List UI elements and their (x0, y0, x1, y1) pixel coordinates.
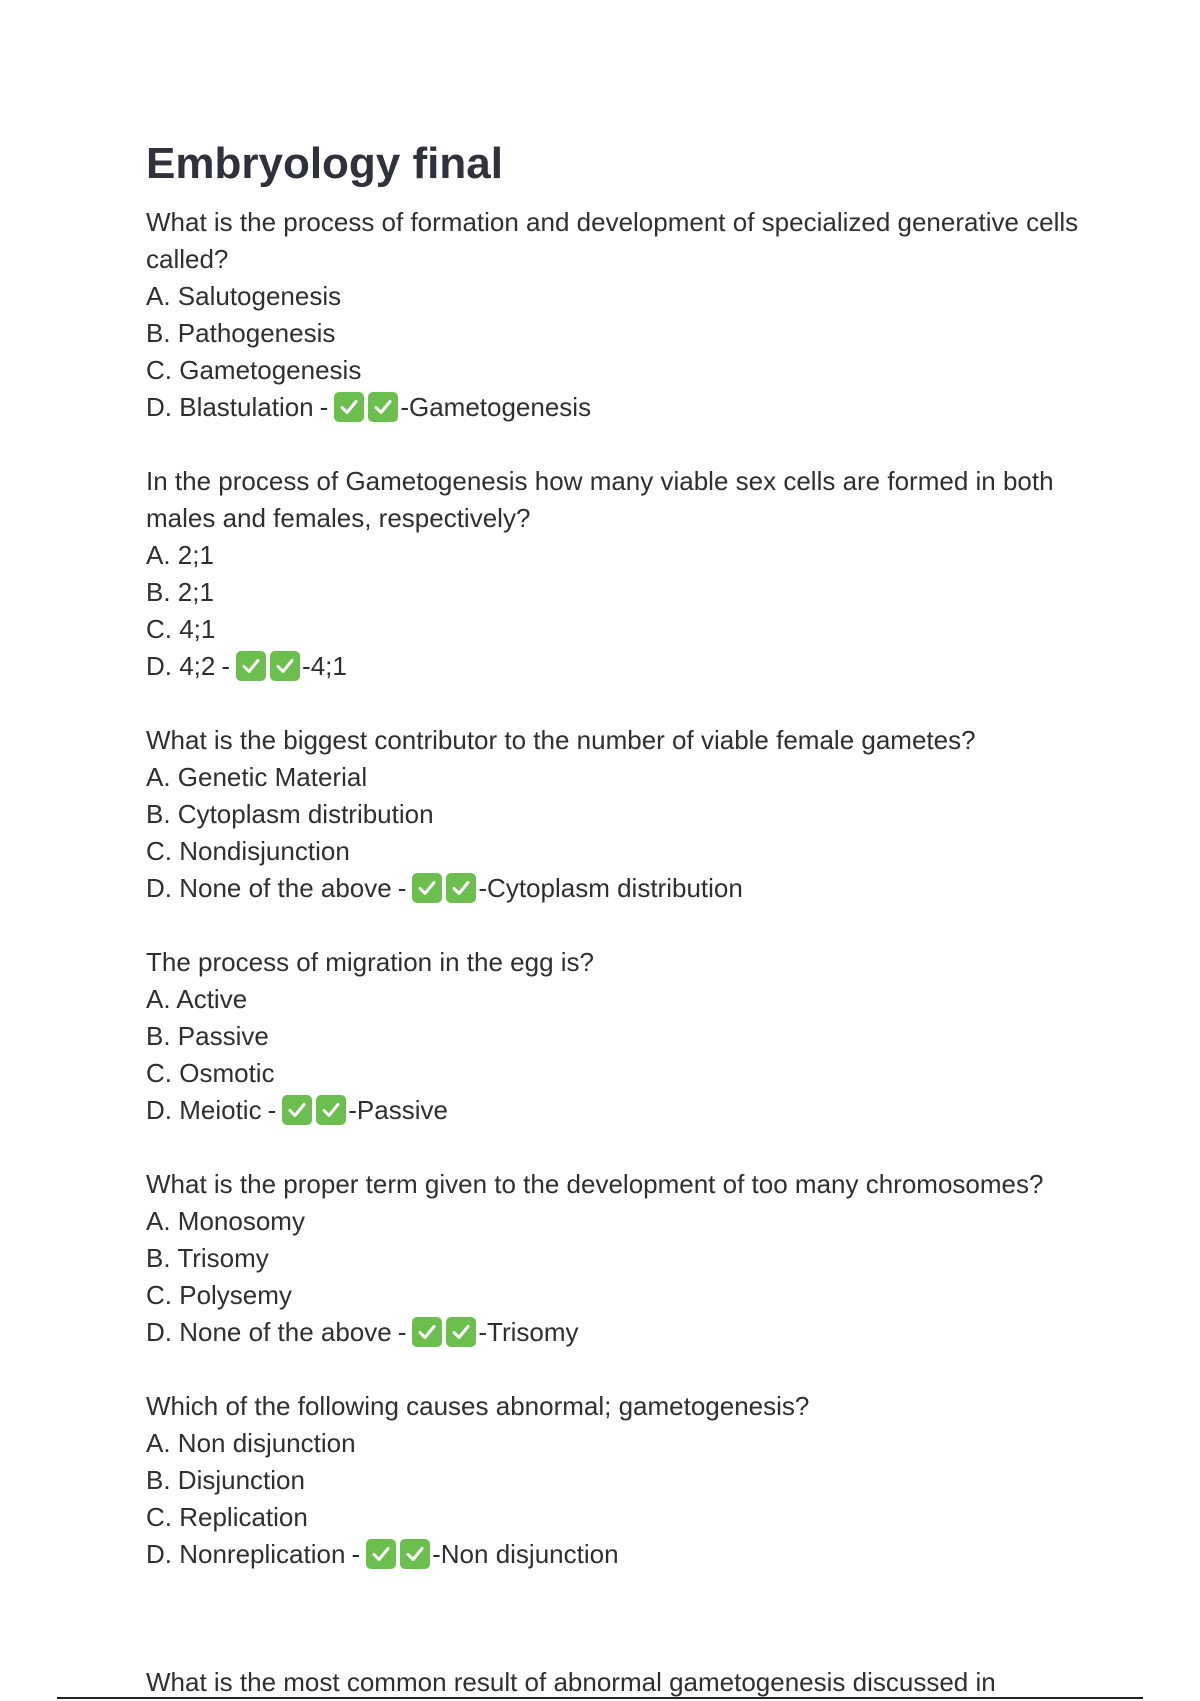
answer-option (146, 870, 1106, 907)
question-list (146, 204, 1106, 1573)
option-label: B. Pathogenesis (146, 317, 336, 348)
option-label: C. 4;1 (146, 613, 216, 644)
page-title: Embryology final (146, 139, 503, 188)
option-label: A. Salutogenesis (146, 280, 342, 311)
answer-option (146, 1055, 1106, 1092)
option-label: C. Nondisjunction (146, 835, 350, 866)
answer-separator: - (267, 1094, 277, 1125)
check-mark-icon (368, 392, 398, 422)
cutoff-question-text: What is the most common result of abnormal gametogenesis discussed in (146, 1667, 996, 1697)
correct-answer: -Trisomy (478, 1316, 579, 1347)
option-label: C. Osmotic (146, 1057, 275, 1088)
option-label: D. None of the above (146, 872, 392, 903)
answer-option (146, 1240, 1106, 1277)
answer-option (146, 1092, 1106, 1129)
correct-answer: -Passive (348, 1094, 448, 1125)
option-label: A. Non disjunction (146, 1427, 356, 1458)
answer-option (146, 1277, 1106, 1314)
answer-option (146, 1499, 1106, 1536)
correct-answer: -Cytoplasm distribution (478, 872, 743, 903)
check-mark-icon (446, 873, 476, 903)
option-label: D. Nonreplication (146, 1538, 346, 1569)
option-label: B. Cytoplasm distribution (146, 798, 434, 829)
check-mark-icon (316, 1095, 346, 1125)
answer-separator: - (351, 1538, 361, 1569)
correct-answer: -Gametogenesis (400, 391, 592, 422)
answer-option (146, 537, 1106, 574)
option-label: D. None of the above (146, 1316, 392, 1347)
check-mark-icon (366, 1539, 396, 1569)
answer-option (146, 1018, 1106, 1055)
question-block (146, 722, 1106, 907)
answer-option (146, 833, 1106, 870)
option-label: D. 4;2 (146, 650, 216, 681)
correct-answer: -Non disjunction (432, 1538, 619, 1569)
option-label: A. 2;1 (146, 539, 214, 570)
question-block (146, 204, 1106, 426)
answer-separator: - (319, 391, 329, 422)
question-block (146, 463, 1106, 685)
answer-option (146, 981, 1106, 1018)
check-mark-icon (412, 873, 442, 903)
question-block (146, 944, 1106, 1129)
answer-option (146, 648, 1106, 685)
question-text: The process of migration in the egg is? (146, 946, 595, 977)
question-text: In the process of Gametogenesis how many viable sex cells are formed in both males and females, respectively? (146, 465, 1054, 533)
answer-option (146, 278, 1106, 315)
option-label: B. Passive (146, 1020, 269, 1051)
option-label: A. Genetic Material (146, 761, 368, 792)
answer-option (146, 759, 1106, 796)
answer-option (146, 796, 1106, 833)
check-mark-icon (412, 1317, 442, 1347)
answer-option (146, 389, 1106, 426)
answer-option (146, 1203, 1106, 1240)
answer-option (146, 1425, 1106, 1462)
answer-option (146, 315, 1106, 352)
check-mark-icon (270, 651, 300, 681)
document-page (146, 138, 1106, 1610)
answer-separator: - (397, 872, 407, 903)
check-mark-icon (282, 1095, 312, 1125)
answer-option (146, 1314, 1106, 1351)
question-text: Which of the following causes abnormal; gametogenesis? (146, 1390, 810, 1421)
answer-option (146, 352, 1106, 389)
option-label: D. Blastulation (146, 391, 314, 422)
option-label: D. Meiotic (146, 1094, 262, 1125)
question-block (146, 1388, 1106, 1573)
answer-option (146, 1536, 1106, 1573)
question-text: What is the biggest contributor to the number of viable female gametes? (146, 724, 976, 755)
option-label: A. Monosomy (146, 1205, 305, 1236)
option-label: B. Trisomy (146, 1242, 269, 1273)
answer-option (146, 611, 1106, 648)
page-bottom-divider (57, 1697, 1143, 1699)
check-mark-icon (236, 651, 266, 681)
question-text: What is the proper term given to the development of too many chromosomes? (146, 1168, 1044, 1199)
answer-separator: - (221, 650, 231, 681)
question-block (146, 1166, 1106, 1351)
correct-answer: -4;1 (302, 650, 347, 681)
option-label: C. Polysemy (146, 1279, 292, 1310)
answer-option (146, 574, 1106, 611)
answer-option (146, 1462, 1106, 1499)
option-label: B. Disjunction (146, 1464, 305, 1495)
check-mark-icon (400, 1539, 430, 1569)
option-label: A. Active (146, 983, 248, 1014)
option-label: C. Gametogenesis (146, 354, 362, 385)
option-label: C. Replication (146, 1501, 308, 1532)
question-text: What is the process of formation and development of specialized generative cells called? (146, 206, 1079, 274)
answer-separator: - (397, 1316, 407, 1347)
check-mark-icon (334, 392, 364, 422)
option-label: B. 2;1 (146, 576, 214, 607)
check-mark-icon (446, 1317, 476, 1347)
